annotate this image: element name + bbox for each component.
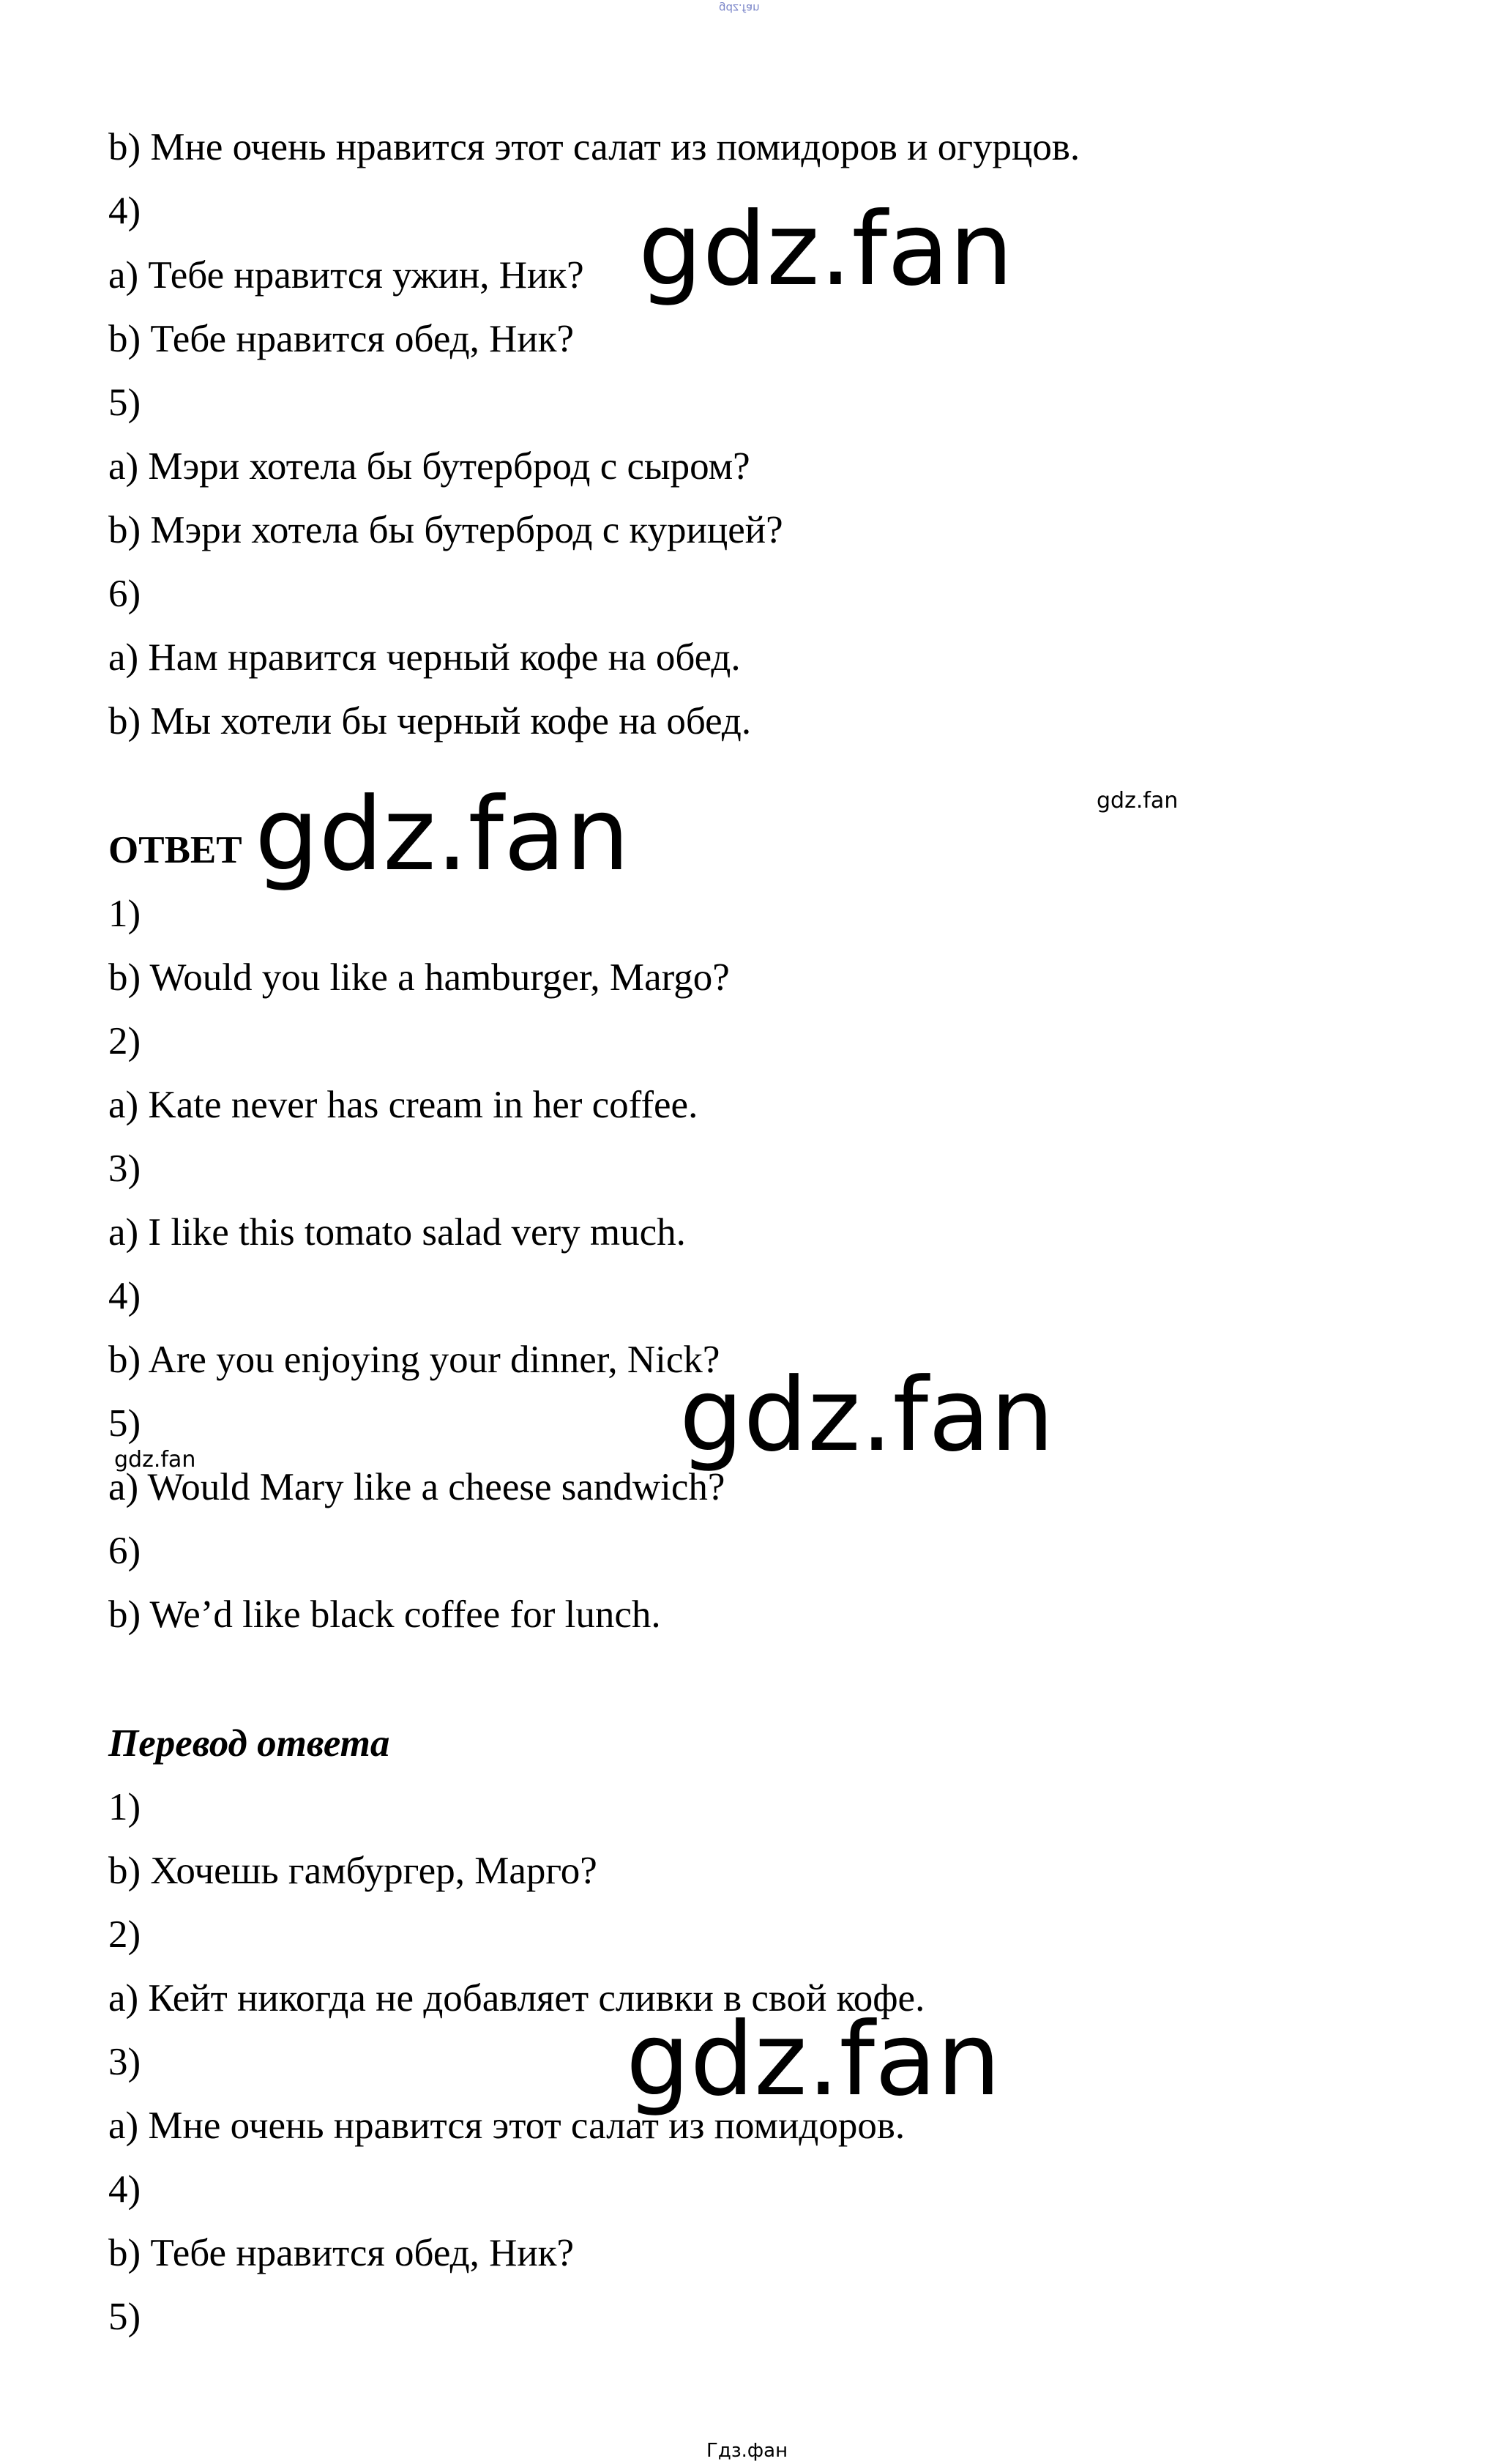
answer-line: 2) xyxy=(108,1020,141,1062)
translation-line: 2) xyxy=(108,1913,141,1956)
text-line: b) Тебе нравится обед, Ник? xyxy=(108,318,575,360)
translation-line: a) Мне очень нравится этот салат из помидоров. xyxy=(108,2104,906,2147)
watermark: gdz.fan xyxy=(679,1356,1055,1474)
text-line: b) Мы хотели бы черный кофе на обед. xyxy=(108,700,752,742)
answer-heading: ОТВЕТ xyxy=(108,829,242,871)
text-line: 6) xyxy=(108,573,141,615)
watermark-small: gdz.fan xyxy=(114,1447,196,1473)
translation-line: 1) xyxy=(108,1786,141,1828)
answer-line: 5) xyxy=(108,1402,141,1445)
watermark: gdz.fan xyxy=(626,2000,1001,2118)
translation-line: 4) xyxy=(108,2168,141,2211)
text-line: a) Мэри хотела бы бутерброд с сыром? xyxy=(108,445,750,488)
top-watermark: gdz.fan xyxy=(719,1,760,15)
text-line: a) Тебе нравится ужин, Ник? xyxy=(108,254,584,297)
answer-line: b) Would you like a hamburger, Margo? xyxy=(108,956,730,999)
answer-line: a) I like this tomato salad very much. xyxy=(108,1211,686,1254)
answer-line: a) Would Mary like a cheese sandwich? xyxy=(108,1466,725,1508)
text-line: 5) xyxy=(108,381,141,424)
answer-line: 4) xyxy=(108,1275,141,1317)
answer-line: 1) xyxy=(108,893,141,935)
translation-line: a) Кейт никогда не добавляет сливки в свой кофе. xyxy=(108,1977,925,2020)
watermark: gdz.fan xyxy=(255,775,630,893)
footer-watermark: Гдз.фан xyxy=(706,2440,788,2462)
translation-heading: Перевод ответа xyxy=(108,1722,390,1765)
translation-line: b) Тебе нравится обед, Ник? xyxy=(108,2232,575,2274)
answer-line: b) Are you enjoying your dinner, Nick? xyxy=(108,1339,720,1381)
answer-line: 3) xyxy=(108,1147,141,1190)
translation-line: 5) xyxy=(108,2296,141,2338)
text-line: b) Мэри хотела бы бутерброд с курицей? xyxy=(108,509,783,551)
translation-line: b) Хочешь гамбургер, Марго? xyxy=(108,1850,597,1892)
answer-line: 6) xyxy=(108,1530,141,1572)
text-line: b) Мне очень нравится этот салат из помидоров и огурцов. xyxy=(108,126,1080,168)
text-line: a) Нам нравится черный кофе на обед. xyxy=(108,636,741,679)
answer-line: b) We’d like black coffee for lunch. xyxy=(108,1593,661,1636)
watermark-small: gdz.fan xyxy=(1097,788,1179,814)
answer-line: a) Kate never has cream in her coffee. xyxy=(108,1084,698,1126)
watermark: gdz.fan xyxy=(638,190,1014,308)
text-line: 4) xyxy=(108,190,141,232)
translation-line: 3) xyxy=(108,2041,141,2083)
